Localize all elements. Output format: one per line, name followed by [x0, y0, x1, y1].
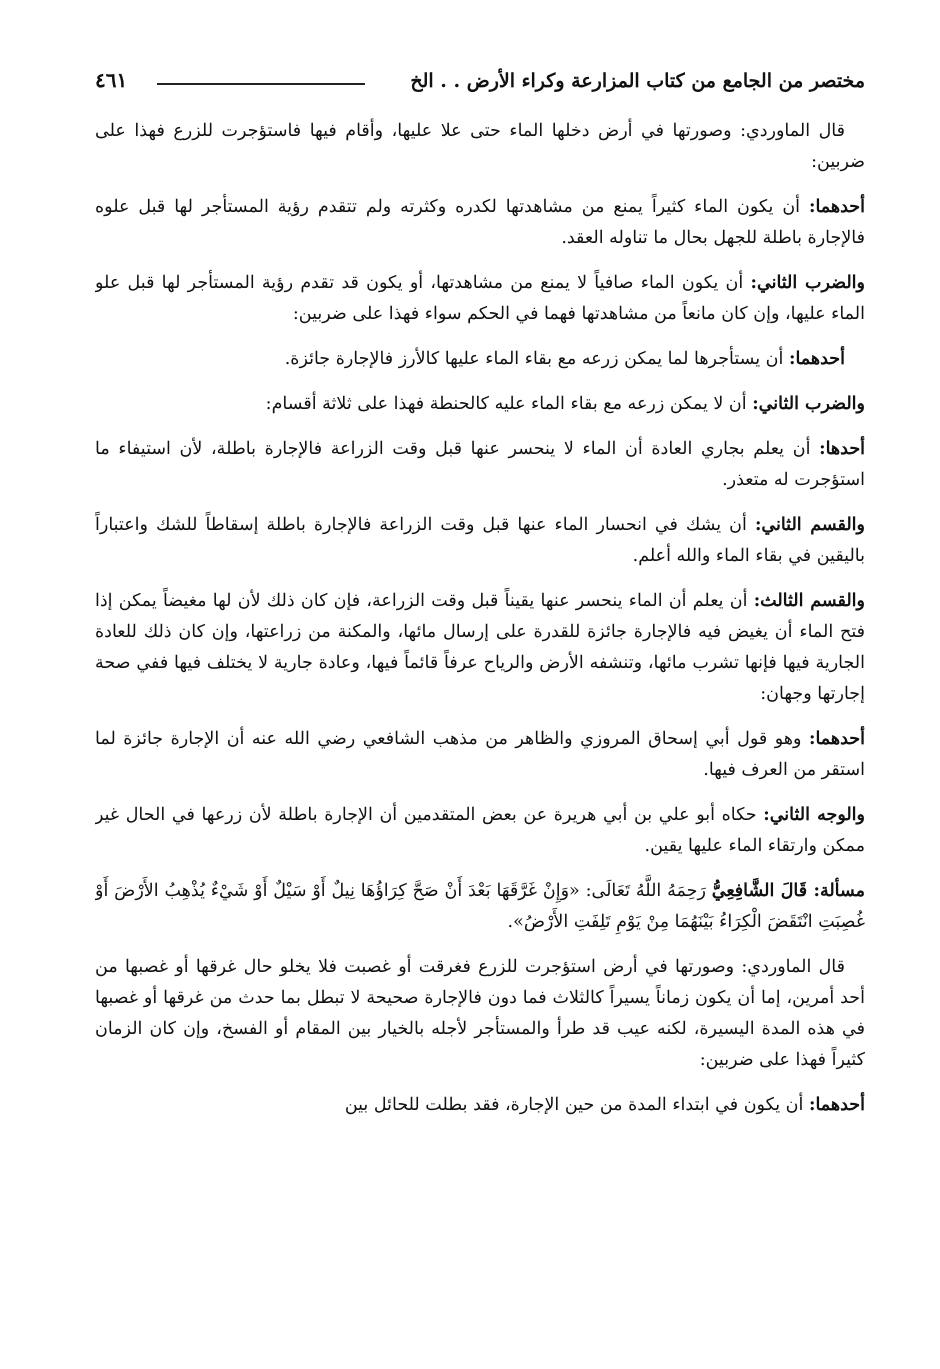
paragraph-text: أن يكون الماء كثيراً يمنع من مشاهدتها لكدره وكثرته ولم تتقدم رؤية المستأجر لها قبل علوه فالإجارة باطلة للجهل بحال ما تناوله العقد. — [95, 197, 865, 248]
masala-quote: رَحِمَهُ اللَّهُ تَعَالَى: «وَإِنْ غَرَّقَهَا بَعْدَ أَنْ صَحَّ كِرَاؤُهَا نِيلٌ أَوْ سَيْلٌ أَوْ شَيْءٌ يُذْهِبُ الأَرْضَ أَوْ غُصِبَتِ انْتَقَضَ الْكِرَاءُ بَيْنَهُمَا مِنْ يَوْمِ تَلِفَتِ الأَرْضُ». — [95, 881, 865, 932]
paragraph-text: قال الماوردي: وصورتها في أرض استؤجرت للزرع فغرقت أو غصبت فلا يخلو حال غرقها أو غصبها من أحد أمرين، إما أن يكون زماناً يسيراً كالثلاث فما دون فالإجارة صحيحة لا تبطل بما حدث من غرقها أو غصبها في هذه المدة اليسيرة، لكنه عيب قد طرأ والمستأجر لأجله بالخيار بين المقام أو الفسخ، وإن كان الزمان كثيراً فهذا على ضربين: — [95, 957, 865, 1070]
masala-lead: مسألة: قَالَ الشَّافِعِيُّ — [711, 881, 865, 901]
paragraph — [95, 800, 865, 862]
paragraph-lead: والوجه الثاني: — [763, 805, 865, 825]
masala-paragraph — [95, 876, 865, 938]
header-rule — [157, 83, 365, 85]
paragraph — [95, 344, 865, 375]
page-body — [95, 116, 865, 1121]
paragraph-lead: أحدهما: — [808, 1095, 865, 1115]
paragraph-text: أن يعلم بجاري العادة أن الماء لا ينحسر عنها قبل وقت الزراعة فالإجارة باطلة، لأن استيفاء ما استؤجرت له متعذر. — [95, 439, 865, 490]
paragraph-lead: أحدهما: — [788, 349, 845, 369]
paragraph-text: أن يشك في انحسار الماء عنها قبل وقت الزراعة فالإجارة باطلة إسقاطاً للشك واعتباراً باليقين في بقاء الماء والله أعلم. — [95, 515, 865, 566]
paragraph — [95, 192, 865, 254]
paragraph — [95, 389, 865, 420]
paragraph-lead: أحدها: — [819, 439, 865, 459]
book-page — [95, 62, 865, 1352]
paragraph-lead: والقسم الثالث: — [753, 591, 865, 611]
running-header — [95, 62, 865, 102]
paragraph-lead: والقسم الثاني: — [754, 515, 865, 535]
paragraph — [95, 434, 865, 496]
paragraph-text: أن يكون في ابتداء المدة من حين الإجارة، فقد بطلت للحائل بين — [344, 1095, 804, 1115]
paragraph — [95, 1090, 865, 1121]
paragraph — [95, 724, 865, 786]
paragraph-text: أن يستأجرها لما يمكن زرعه مع بقاء الماء عليها كالأرز فالإجارة جائزة. — [284, 349, 784, 369]
paragraph — [95, 116, 865, 178]
paragraph-lead: أحدهما: — [808, 197, 865, 217]
paragraph — [95, 510, 865, 572]
paragraph-lead: أحدهما: — [808, 729, 865, 749]
paragraph-text: حكاه أبو علي بن أبي هريرة عن بعض المتقدمين أن الإجارة باطلة لأن زرعها في الحال غير ممكن وارتقاء الماء عليها يقين. — [95, 805, 865, 856]
paragraph-text: أن لا يمكن زرعه مع بقاء الماء عليه كالحنطة فهذا على ثلاثة أقسام: — [265, 394, 747, 414]
paragraph — [95, 952, 865, 1076]
paragraph-text: أن يعلم أن الماء ينحسر عنها يقيناً قبل وقت الزراعة، فإن كان ذلك لأن لها مغيضاً يمكن إذا فتح الماء أن يغيض فيه فالإجارة جائزة للقدرة على إرسال مائها، والمكنة من زراعتها، وإن كان ذلك للعادة الجارية فيها فإنها تشرب مائها، وتنشفه الأرض والرياح عرفاً قائماً فيها، وعادة جارية لا يختلف فيها ففي صحة إجارتها وجهان: — [95, 591, 865, 704]
paragraph-text: وهو قول أبي إسحاق المروزي والظاهر من مذهب الشافعي رضي الله عنه أن الإجارة جائزة لما استقر من العرف فيها. — [95, 729, 865, 780]
paragraph — [95, 268, 865, 330]
paragraph — [95, 586, 865, 710]
paragraph-text: قال الماوردي: وصورتها في أرض دخلها الماء حتى علا عليها، وأقام فيها فاستؤجرت للزرع فهذا على ضربين: — [95, 121, 865, 172]
page-number: ٤٦١ — [95, 68, 128, 92]
paragraph-text: أن يكون الماء صافياً لا يمنع من مشاهدتها، أو يكون قد تقدم رؤية المستأجر لها قبل علو الماء عليها، وإن كان مانعاً من مشاهدتها فهما في الحكم سواء فهذا على ضربين: — [95, 273, 865, 324]
running-title: مختصر من الجامع من كتاب المزارعة وكراء الأرض . . الخ — [410, 70, 865, 92]
paragraph-lead: والضرب الثاني: — [752, 394, 865, 414]
paragraph-lead: والضرب الثاني: — [750, 273, 865, 293]
